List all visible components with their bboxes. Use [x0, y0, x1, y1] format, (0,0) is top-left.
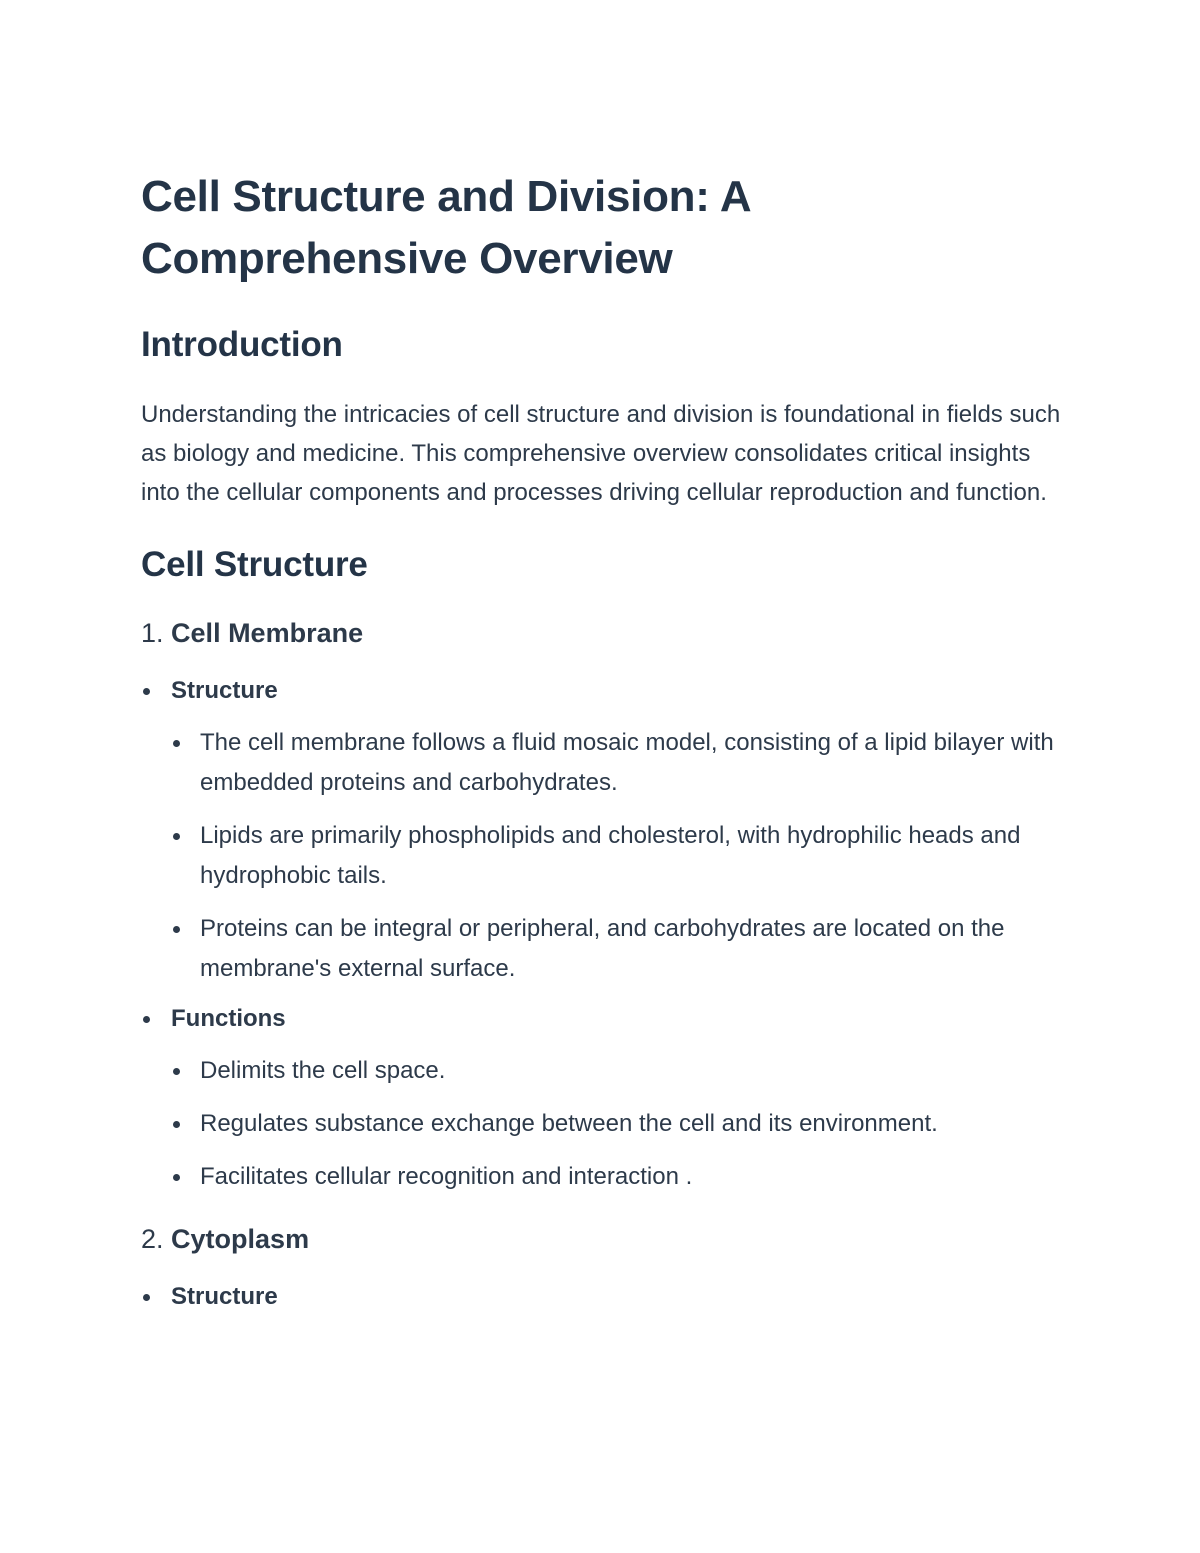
- introduction-paragraph: Understanding the intricacies of cell structure and division is foundational in fields such as biology and medicine. This comprehensive overview consolidates critical insights into the cellular components and processes driving cellular reproduction and function.: [141, 401, 1061, 506]
- list-item-label: Structure: [171, 1283, 278, 1310]
- list-item-label: Structure: [171, 677, 278, 704]
- bullet-icon: [143, 1294, 150, 1301]
- document-page: [141, 166, 1061, 1315]
- list-item-text: The cell membrane follows a fluid mosaic model, consisting of a lipid bilayer with embedded proteins and carbohydrates.: [200, 729, 1054, 796]
- list-item-structure: [141, 1279, 1061, 1315]
- bullet-icon: [173, 740, 180, 747]
- section-title: Cytoplasm: [171, 1224, 310, 1254]
- list-item-text: Lipids are primarily phospholipids and cholesterol, with hydrophilic heads and hydrophobic tails.: [200, 822, 1021, 889]
- bullet-icon: [173, 1174, 180, 1181]
- list-item: [141, 1104, 1061, 1144]
- list-item: [141, 816, 1061, 896]
- bullet-icon: [143, 688, 150, 695]
- section-number: 1.: [141, 618, 164, 648]
- bullet-icon: [143, 1016, 150, 1023]
- list-item: [141, 1051, 1061, 1091]
- bullet-icon: [173, 1121, 180, 1128]
- bullet-icon: [173, 926, 180, 933]
- section-number: 2.: [141, 1224, 164, 1254]
- bullet-icon: [173, 833, 180, 840]
- list-item: [141, 723, 1061, 803]
- cell-membrane-list: [141, 673, 1061, 1197]
- functions-sublist: [171, 1051, 1061, 1197]
- section-heading-cytoplasm: [141, 1221, 1061, 1257]
- list-item-text: Proteins can be integral or peripheral, and carbohydrates are located on the membrane's external surface.: [200, 915, 1005, 982]
- document-title: Cell Structure and Division: A Comprehensive Overview: [141, 172, 750, 283]
- list-item-text: Regulates substance exchange between the cell and its environment.: [200, 1110, 938, 1137]
- cell-structure-heading: Cell Structure: [141, 545, 368, 584]
- cytoplasm-list: [141, 1279, 1061, 1315]
- list-item: [141, 1157, 1061, 1197]
- list-item-functions: [141, 1001, 1061, 1197]
- list-item-label: Functions: [171, 1005, 286, 1032]
- section-heading-cell-membrane: [141, 615, 1061, 651]
- introduction-heading: Introduction: [141, 325, 343, 364]
- section-title: Cell Membrane: [171, 618, 364, 648]
- list-item: [141, 909, 1061, 989]
- list-item-text: Facilitates cellular recognition and interaction .: [200, 1163, 693, 1190]
- list-item-structure: [141, 673, 1061, 989]
- bullet-icon: [173, 1068, 180, 1075]
- list-item-text: Delimits the cell space.: [200, 1057, 446, 1084]
- structure-sublist: [171, 723, 1061, 989]
